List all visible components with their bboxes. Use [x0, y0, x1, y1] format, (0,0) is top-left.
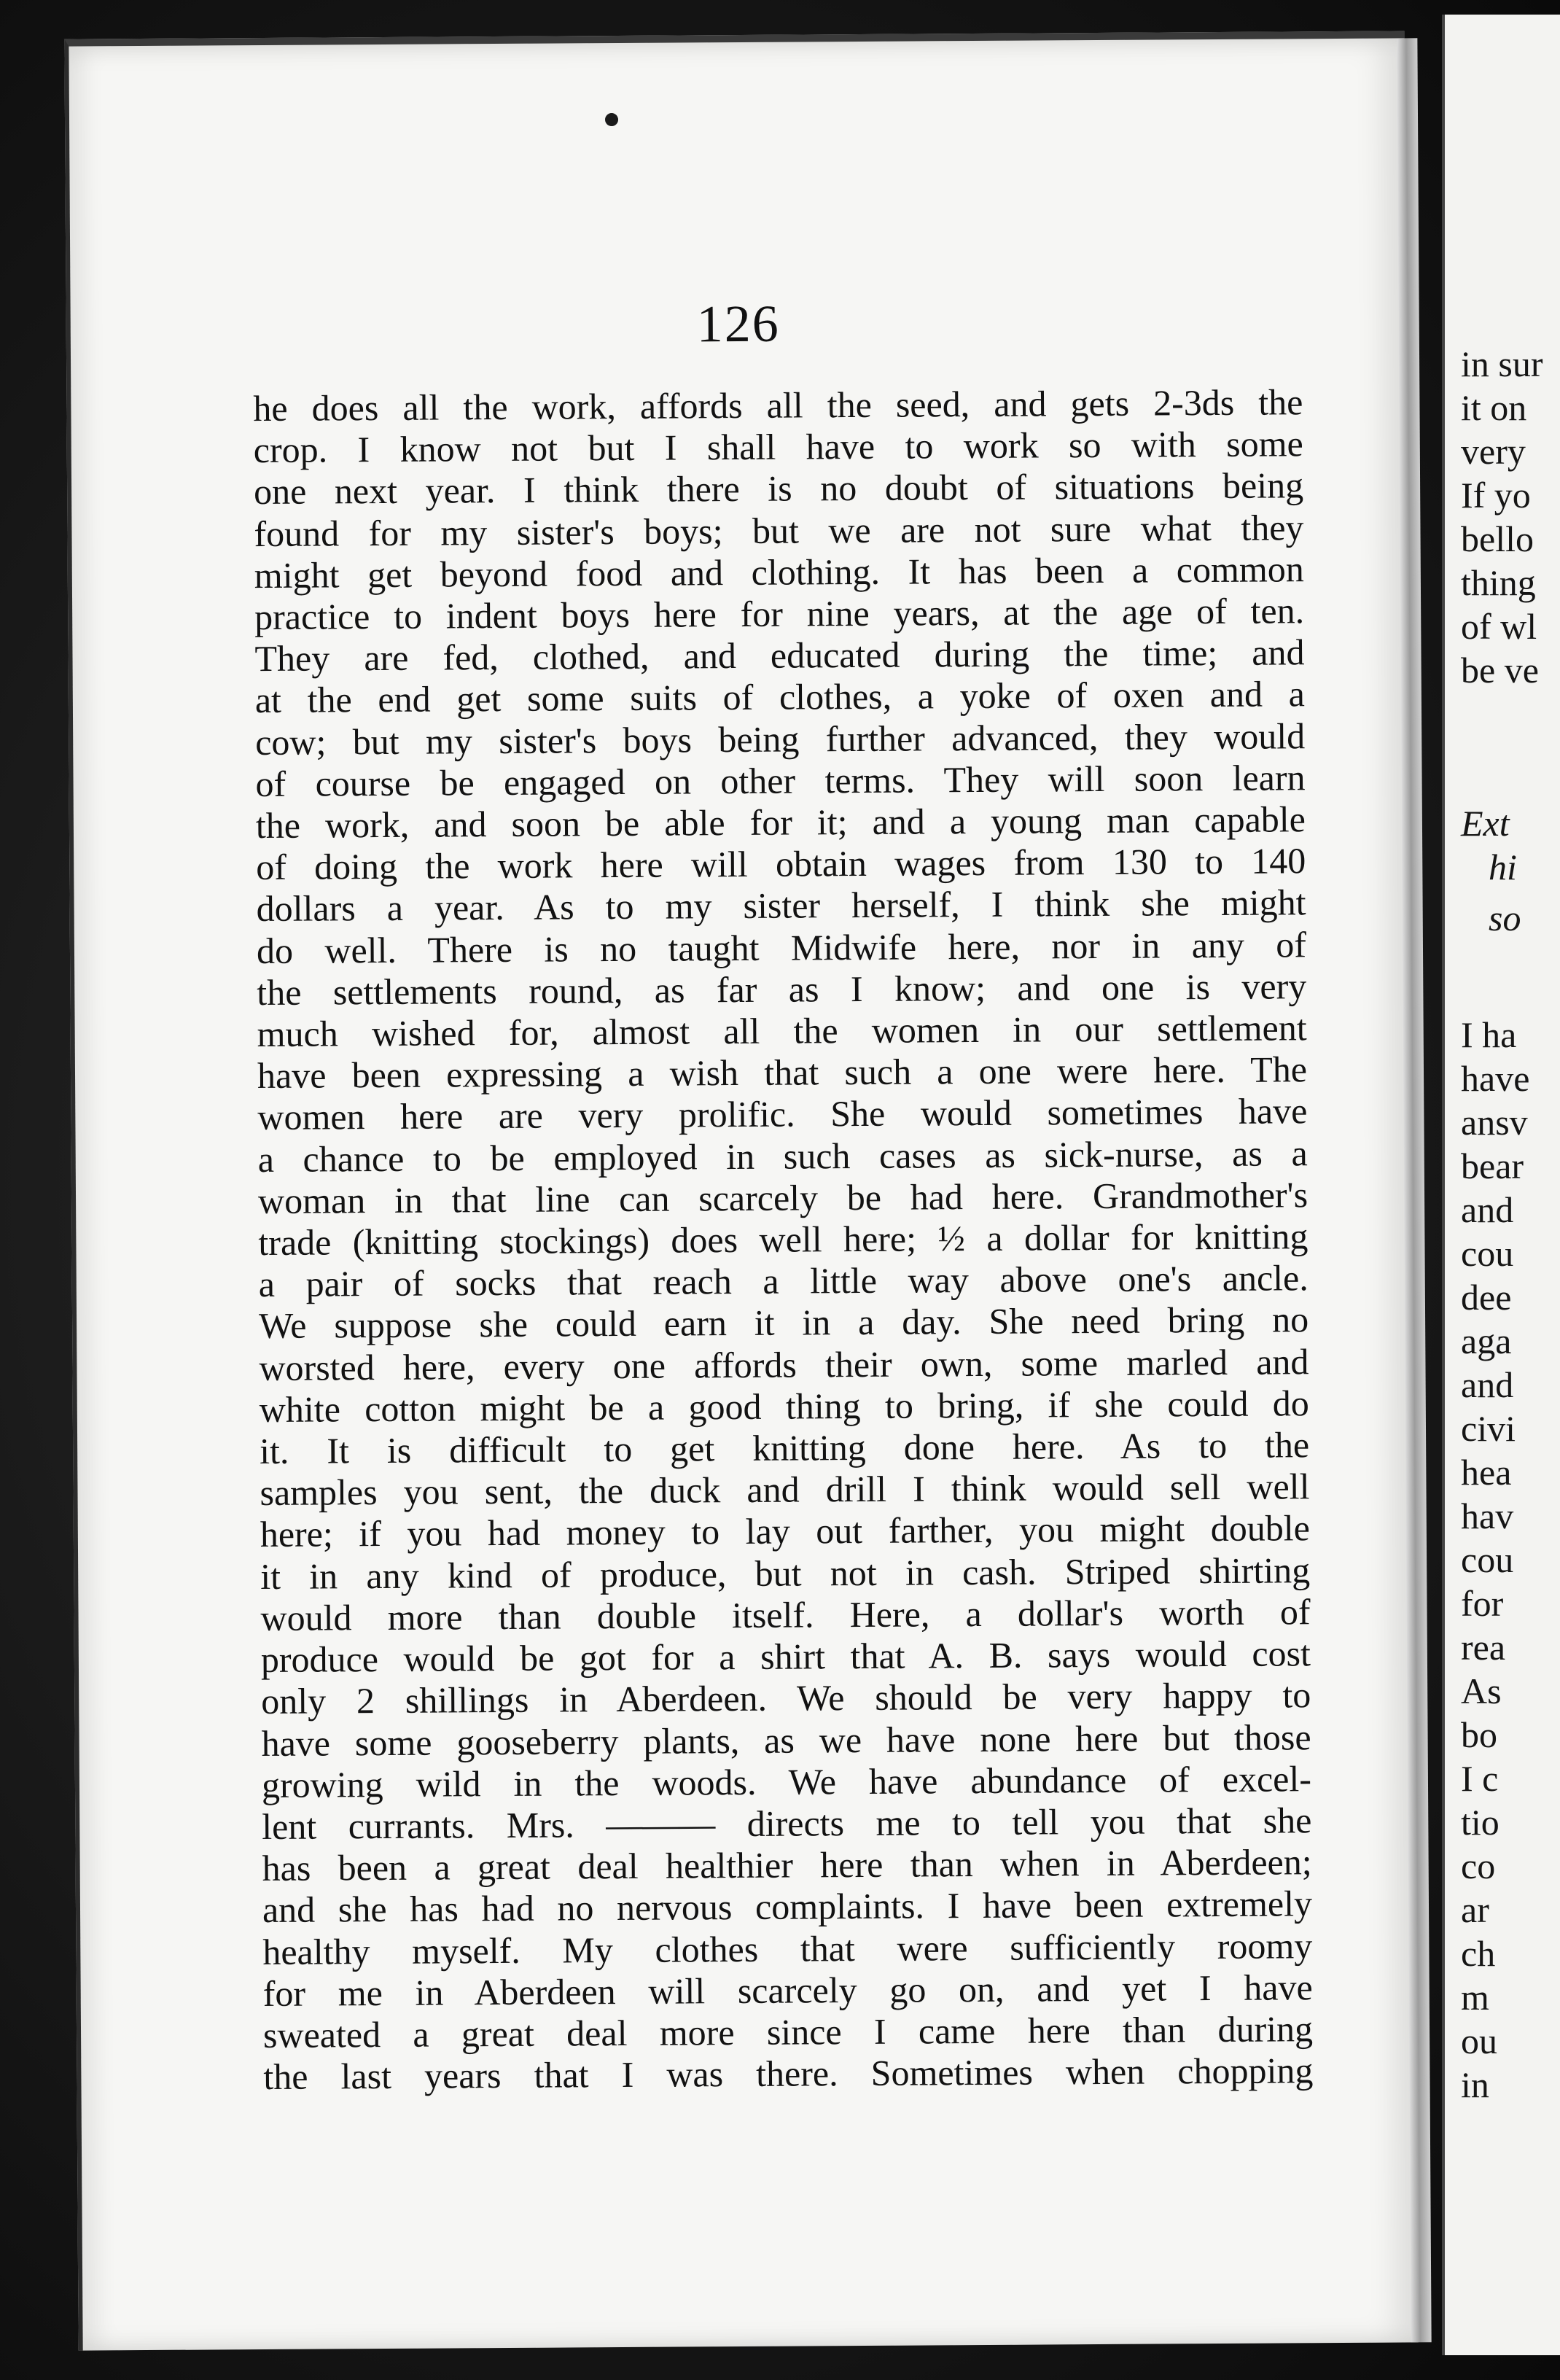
- text-line: might get beyond food and clothing. It has been a common: [254, 548, 1304, 596]
- text-line: a chance to be employed in such cases as sick-nurse, as a: [257, 1132, 1308, 1180]
- right-page-fragment: in: [1461, 2064, 1489, 2105]
- right-page-fragment: hi: [1489, 847, 1517, 887]
- text-line: lent currants. Mrs. ——— directs me to tell you that she: [262, 1800, 1312, 1847]
- text-line: white cotton might be a good thing to bring, if she could do: [259, 1382, 1309, 1430]
- text-line: healthy myself. My clothes that were sufficiently roomy: [262, 1924, 1313, 1972]
- text-line: They are fed, clothed, and educated during the time; and: [254, 631, 1305, 680]
- body-text: [253, 381, 1313, 2098]
- text-line: a pair of socks that reach a little way above one's ancle.: [258, 1257, 1309, 1305]
- right-page-fragment: bo: [1461, 1714, 1497, 1755]
- text-line: do well. There is no taught Midwife here, nor in any of: [256, 923, 1307, 971]
- right-page-fragment: be ve: [1461, 650, 1539, 691]
- right-page-fragment: ou: [1461, 2021, 1497, 2061]
- right-page-fragment: If yo: [1461, 475, 1531, 516]
- left-page: [64, 31, 1418, 2350]
- right-page: [1442, 15, 1560, 2355]
- right-page-fragment: so: [1489, 898, 1521, 938]
- text-line: it. It is difficult to get knitting done here. As to the: [259, 1424, 1310, 1472]
- right-page-fragment: I c: [1461, 1758, 1499, 1799]
- right-page-fragment: dee: [1461, 1277, 1512, 1318]
- right-page-fragment: cou: [1461, 1539, 1514, 1580]
- text-line: dollars a year. As to my sister herself, I think she might: [256, 882, 1306, 930]
- right-page-fragment: hea: [1461, 1452, 1512, 1493]
- right-page-fragment: thing: [1461, 562, 1536, 603]
- page-number: 126: [696, 294, 780, 354]
- text-line: samples you sent, the duck and drill I think would sell well: [260, 1466, 1310, 1514]
- text-line: have been expressing a wish that such a one were here. The: [257, 1049, 1308, 1097]
- text-line: of doing the work here will obtain wages from 130 to 140: [256, 840, 1306, 888]
- text-line: growing wild in the woods. We have abundance of excel-: [261, 1757, 1312, 1805]
- right-page-fragment: ch: [1461, 1933, 1496, 1974]
- text-line: trade (knitting stockings) does well here; ½ a dollar for knitting: [258, 1216, 1309, 1264]
- right-page-fragment: bello: [1461, 518, 1534, 559]
- right-page-fragment: have: [1461, 1058, 1530, 1099]
- right-page-fragment: As: [1461, 1671, 1502, 1711]
- text-line: the last years that I was there. Sometimes when chopping: [263, 2050, 1314, 2098]
- text-line: much wished for, almost all the women in our settlement: [257, 1007, 1307, 1055]
- right-page-fragment: and: [1461, 1189, 1514, 1230]
- text-line: have some gooseberry plants, as we have none here but those: [261, 1716, 1311, 1764]
- text-line: the settlements round, as far as I know; and one is very: [257, 965, 1307, 1013]
- right-page-fragment: of wl: [1461, 606, 1537, 647]
- right-page-fragment: and: [1461, 1364, 1514, 1405]
- right-page-fragment: hav: [1461, 1496, 1514, 1536]
- right-page-fragment: for: [1461, 1583, 1504, 1624]
- text-line: crop. I know not but I shall have to work so with some: [253, 423, 1303, 471]
- text-line: produce would be got for a shirt that A. B. says would cost: [260, 1633, 1311, 1681]
- text-line: he does all the work, affords all the seed, and gets 2-3ds the: [253, 381, 1303, 429]
- text-line: women here are very prolific. She would sometimes have: [257, 1090, 1308, 1138]
- text-line: of course be engaged on other terms. They will soon learn: [255, 757, 1306, 804]
- text-line: for me in Aberdeen will scarcely go on, and yet I have: [262, 1966, 1313, 2014]
- right-page-fragment: in sur: [1461, 343, 1543, 384]
- right-page-fragment: very: [1461, 431, 1526, 472]
- right-page-fragment: m: [1461, 1977, 1489, 2018]
- text-line: here; if you had money to lay out farther, you might double: [260, 1507, 1311, 1555]
- ink-dot: [605, 113, 618, 126]
- text-line: We suppose she could earn it in a day. She need bring no: [258, 1299, 1309, 1347]
- right-page-fragment: ansv: [1461, 1102, 1528, 1143]
- right-page-fragment: aga: [1461, 1321, 1512, 1361]
- text-line: has been a great deal healthier here than when in Aberdeen;: [262, 1841, 1312, 1889]
- text-line: woman in that line can scarcely be had here. Grandmother's: [257, 1174, 1309, 1221]
- text-line: worsted here, every one affords their own, some marled and: [259, 1340, 1309, 1388]
- right-page-fragment: I ha: [1461, 1014, 1517, 1055]
- text-line: found for my sister's boys; but we are not sure what they: [254, 506, 1304, 554]
- right-page-fragment: Ext: [1461, 803, 1510, 844]
- text-line: one next year. I think there is no doubt of situations being: [253, 464, 1304, 513]
- text-line: cow; but my sister's boys being further advanced, they would: [255, 715, 1306, 763]
- right-page-fragment: bear: [1461, 1146, 1524, 1186]
- text-line: practice to indent boys here for nine years, at the age of ten.: [254, 590, 1305, 638]
- text-line: the work, and soon be able for it; and a young man capable: [255, 798, 1306, 847]
- text-line: it in any kind of produce, but not in cash. Striped shirting: [260, 1549, 1311, 1597]
- right-page-fragment: it on: [1461, 387, 1527, 428]
- text-line: and she has had no nervous complaints. I have been extremely: [262, 1883, 1313, 1931]
- text-line: would more than double itself. Here, a dollar's worth of: [260, 1591, 1311, 1638]
- text-line: only 2 shillings in Aberdeen. We should be very happy to: [261, 1674, 1311, 1722]
- right-page-fragment: co: [1461, 1846, 1496, 1886]
- right-page-fragment: ar: [1461, 1889, 1489, 1930]
- right-page-fragment: civi: [1461, 1408, 1516, 1449]
- right-page-fragment: cou: [1461, 1233, 1514, 1274]
- right-page-fragment: rea: [1461, 1627, 1506, 1668]
- text-line: sweated a great deal more since I came here than during: [262, 2008, 1314, 2056]
- text-line: at the end get some suits of clothes, a yoke of oxen and a: [254, 673, 1306, 721]
- right-page-fragment: tio: [1461, 1802, 1499, 1843]
